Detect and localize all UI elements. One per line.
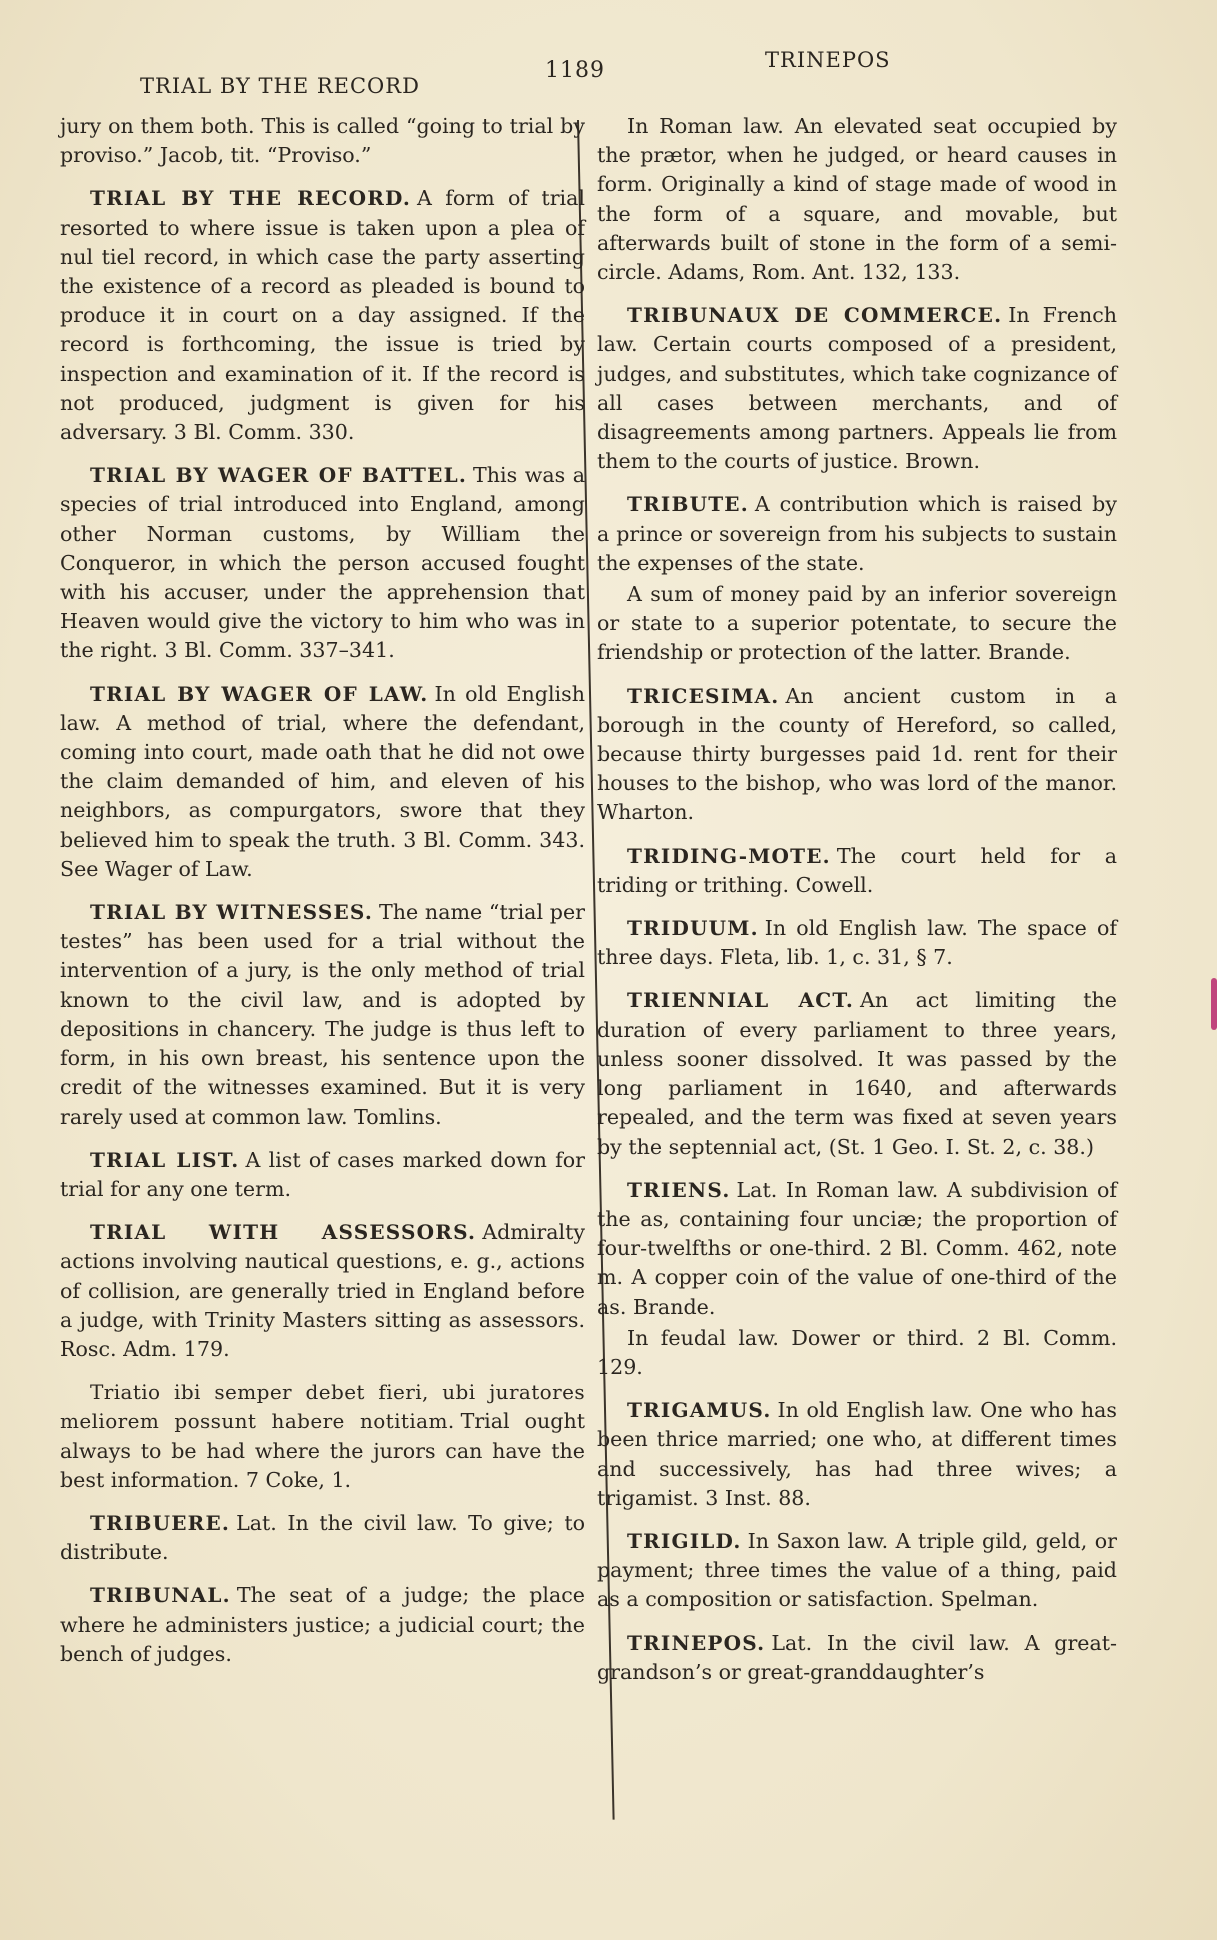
entry-text: Lat. In the civil law. A great-grandson’s or great-granddaughter’s <box>597 1630 1117 1684</box>
entry-headword: TRIENS. <box>627 1177 731 1202</box>
page-number: 1189 <box>545 58 605 83</box>
entry <box>597 1324 1117 1382</box>
entry-headword: TRIBUERE. <box>90 1510 231 1535</box>
entry-headword: TRIAL BY THE RECORD. <box>90 186 412 211</box>
entry <box>597 580 1117 668</box>
entry <box>597 1527 1117 1615</box>
entry <box>60 112 585 170</box>
entry-text: Trial ought always to be had where the jurors can have the best information. 7 Coke, 1. <box>60 1409 585 1492</box>
entry-headword: TRIAL BY WAGER OF BATTEL. <box>90 463 468 488</box>
entry-text: In old English law. A method of trial, where the defendant, coming into court, made oath that he did not owe the claim demanded of him, and eleven of his neighbors, as compurgators, swore that they believed him to speak the truth. 3 Bl. Comm. 343. See Wager of Law. <box>60 681 585 881</box>
right-column <box>597 112 1117 1701</box>
entry-headword: TRIGILD. <box>627 1528 742 1553</box>
entry-headword: TRIAL WITH ASSESSORS. <box>90 1220 477 1245</box>
entry-text: In old English law. One who has been thrice married; one who, at different times and successively, has had three wives; a trigamist. 3 Inst. 88. <box>597 1398 1117 1510</box>
entry-text: The name “trial per testes” has been used for a trial without the intervention of a jury, is the only method of trial known to the civil law, and is adopted by depositions in chancery. The judge is thus left to form, in his own breast, his sentence upon the credit of the witnesses examined. But it is very rarely used at common law. Tomlins. <box>60 900 585 1129</box>
entry-headword: TRIGAMUS. <box>627 1398 772 1423</box>
entry-text: A list of cases marked down for trial for any one term. <box>60 1147 585 1201</box>
entry-text: Lat. In the civil law. To give; to distribute. <box>60 1510 585 1565</box>
running-head-left: TRIAL BY THE RECORD <box>140 74 420 98</box>
entry-headword: TRICESIMA. <box>627 683 780 708</box>
entry-headword: TRIAL LIST. <box>90 1147 240 1172</box>
entry <box>60 1146 585 1204</box>
entry-text: An ancient custom in a borough in the county of Hereford, so called, because thirty burgesses paid 1d. rent for their houses to the bishop, who was lord of the manor. Wharton. <box>597 683 1117 825</box>
running-head-right: TRINEPOS <box>765 48 891 72</box>
entry-text: The seat of a judge; the place where he administers justice; a judicial court; the bench of judges. <box>60 1583 585 1666</box>
entry-headword: TRIENNIAL ACT. <box>627 988 855 1013</box>
entry <box>597 986 1117 1161</box>
entry-headword: TRIBUNAL. <box>90 1583 231 1608</box>
entry <box>60 680 585 884</box>
entry-text: The court held for a triding or trithing. Cowell. <box>597 843 1117 897</box>
entry-text: This was a species of trial introduced into England, among other Norman customs, by William the Conqueror, in which the person accused fought with his accuser, under the apprehension that Heaven would give the victory to him who was in the right. 3 Bl. Comm. 337–341. <box>60 463 585 663</box>
entry <box>60 898 585 1132</box>
entry-text: In French law. Certain courts composed of a president, judges, and substitutes, which take cognizance of all cases between merchants, and of disagreements among partners. Appeals lie from them to the courts of justice. Brown. <box>597 303 1118 474</box>
entry-headword: TRIAL BY WITNESSES. <box>90 900 373 925</box>
entry <box>597 1176 1117 1322</box>
entry <box>597 490 1117 578</box>
entry <box>60 1509 585 1567</box>
entry-headword: TRIDUUM. <box>627 916 759 941</box>
entry-text: In Saxon law. A triple gild, geld, or payment; three times the value of a thing, paid as a composition or satisfaction. Spelman. <box>597 1528 1117 1612</box>
entry <box>597 842 1117 900</box>
entry-headword: TRINEPOS. <box>627 1630 766 1655</box>
margin-ink-mark <box>1211 978 1217 1030</box>
entry-headword: TRIBUTE. <box>627 492 749 517</box>
entry-headword: TRIAL BY WAGER OF LAW. <box>90 681 429 706</box>
entry <box>60 461 585 665</box>
entry-text: Lat. In Roman law. A subdivision of the as, containing four unciæ; the proportion of four-twelfths or one-third. 2 Bl. Comm. 462, note m. A copper coin of the value of one-third of the as. Brande. <box>597 1177 1117 1319</box>
entry <box>60 1218 585 1364</box>
entry-text: Admiralty actions involving nautical questions, e. g., actions of collision, are generally tried in England before a judge, with Trinity Masters sitting as assessors. Rosc. Adm. 179. <box>60 1220 585 1361</box>
entry-text: A form of trial resorted to where issue is taken upon a plea of nul tiel record, in which case the party asserting the existence of a record as pleaded is bound to produce it in court on a day assigned. If the record is forthcoming, the issue is tried by inspection and examination of it. If the record is not produced, judgment is given for his adversary. 3 Bl. Comm. 330. <box>60 186 585 445</box>
entry-text: In feudal law. Dower or third. 2 Bl. Comm. 129. <box>597 1325 1117 1379</box>
entry <box>597 301 1117 476</box>
entry <box>597 1629 1117 1687</box>
entry <box>597 914 1117 972</box>
entry <box>597 112 1117 287</box>
left-column <box>60 112 585 1683</box>
entry-text: An act limiting the duration of every parliament to three years, unless sooner dissolved. It was passed by the long parliament in 1640, and afterwards repealed, and the term was fixed at seven years by the septennial act, (St. 1 Geo. I. St. 2, c. 38.) <box>597 988 1117 1159</box>
entry-headword: TRIBUNAUX DE COMMERCE. <box>627 303 1003 328</box>
entry <box>597 682 1117 828</box>
entry-text: jury on them both. This is called “going to trial by proviso.” Jacob, tit. “Proviso.” <box>60 114 585 168</box>
entry <box>60 184 585 447</box>
entry-text: In Roman law. An elevated seat occupied by the prætor, when he judged, or heard causes in form. Originally a kind of stage made of wood in the form of a square, and movable, but afterwards built of stone in the form of a semi-circle. Adams, Rom. Ant. 132, 133. <box>597 114 1117 285</box>
entry-text: In old English law. The space of three days. Fleta, lib. 1, c. 31, § 7. <box>597 916 1117 970</box>
entry-headword: Triatio ibi semper debet fieri, ubi juratores meliorem possunt habere notitiam. <box>60 1380 585 1434</box>
entry <box>60 1581 585 1669</box>
entry-text: A sum of money paid by an inferior sovereign or state to a superior potentate, to secure the friendship or protection of the latter. Brande. <box>597 582 1117 665</box>
entry-headword: TRIDING-MOTE. <box>627 843 831 868</box>
entry <box>60 1378 585 1495</box>
entry-text: A contribution which is raised by a prince or sovereign from his subjects to sustain the expenses of the state. <box>597 492 1117 575</box>
entry <box>597 1396 1117 1513</box>
